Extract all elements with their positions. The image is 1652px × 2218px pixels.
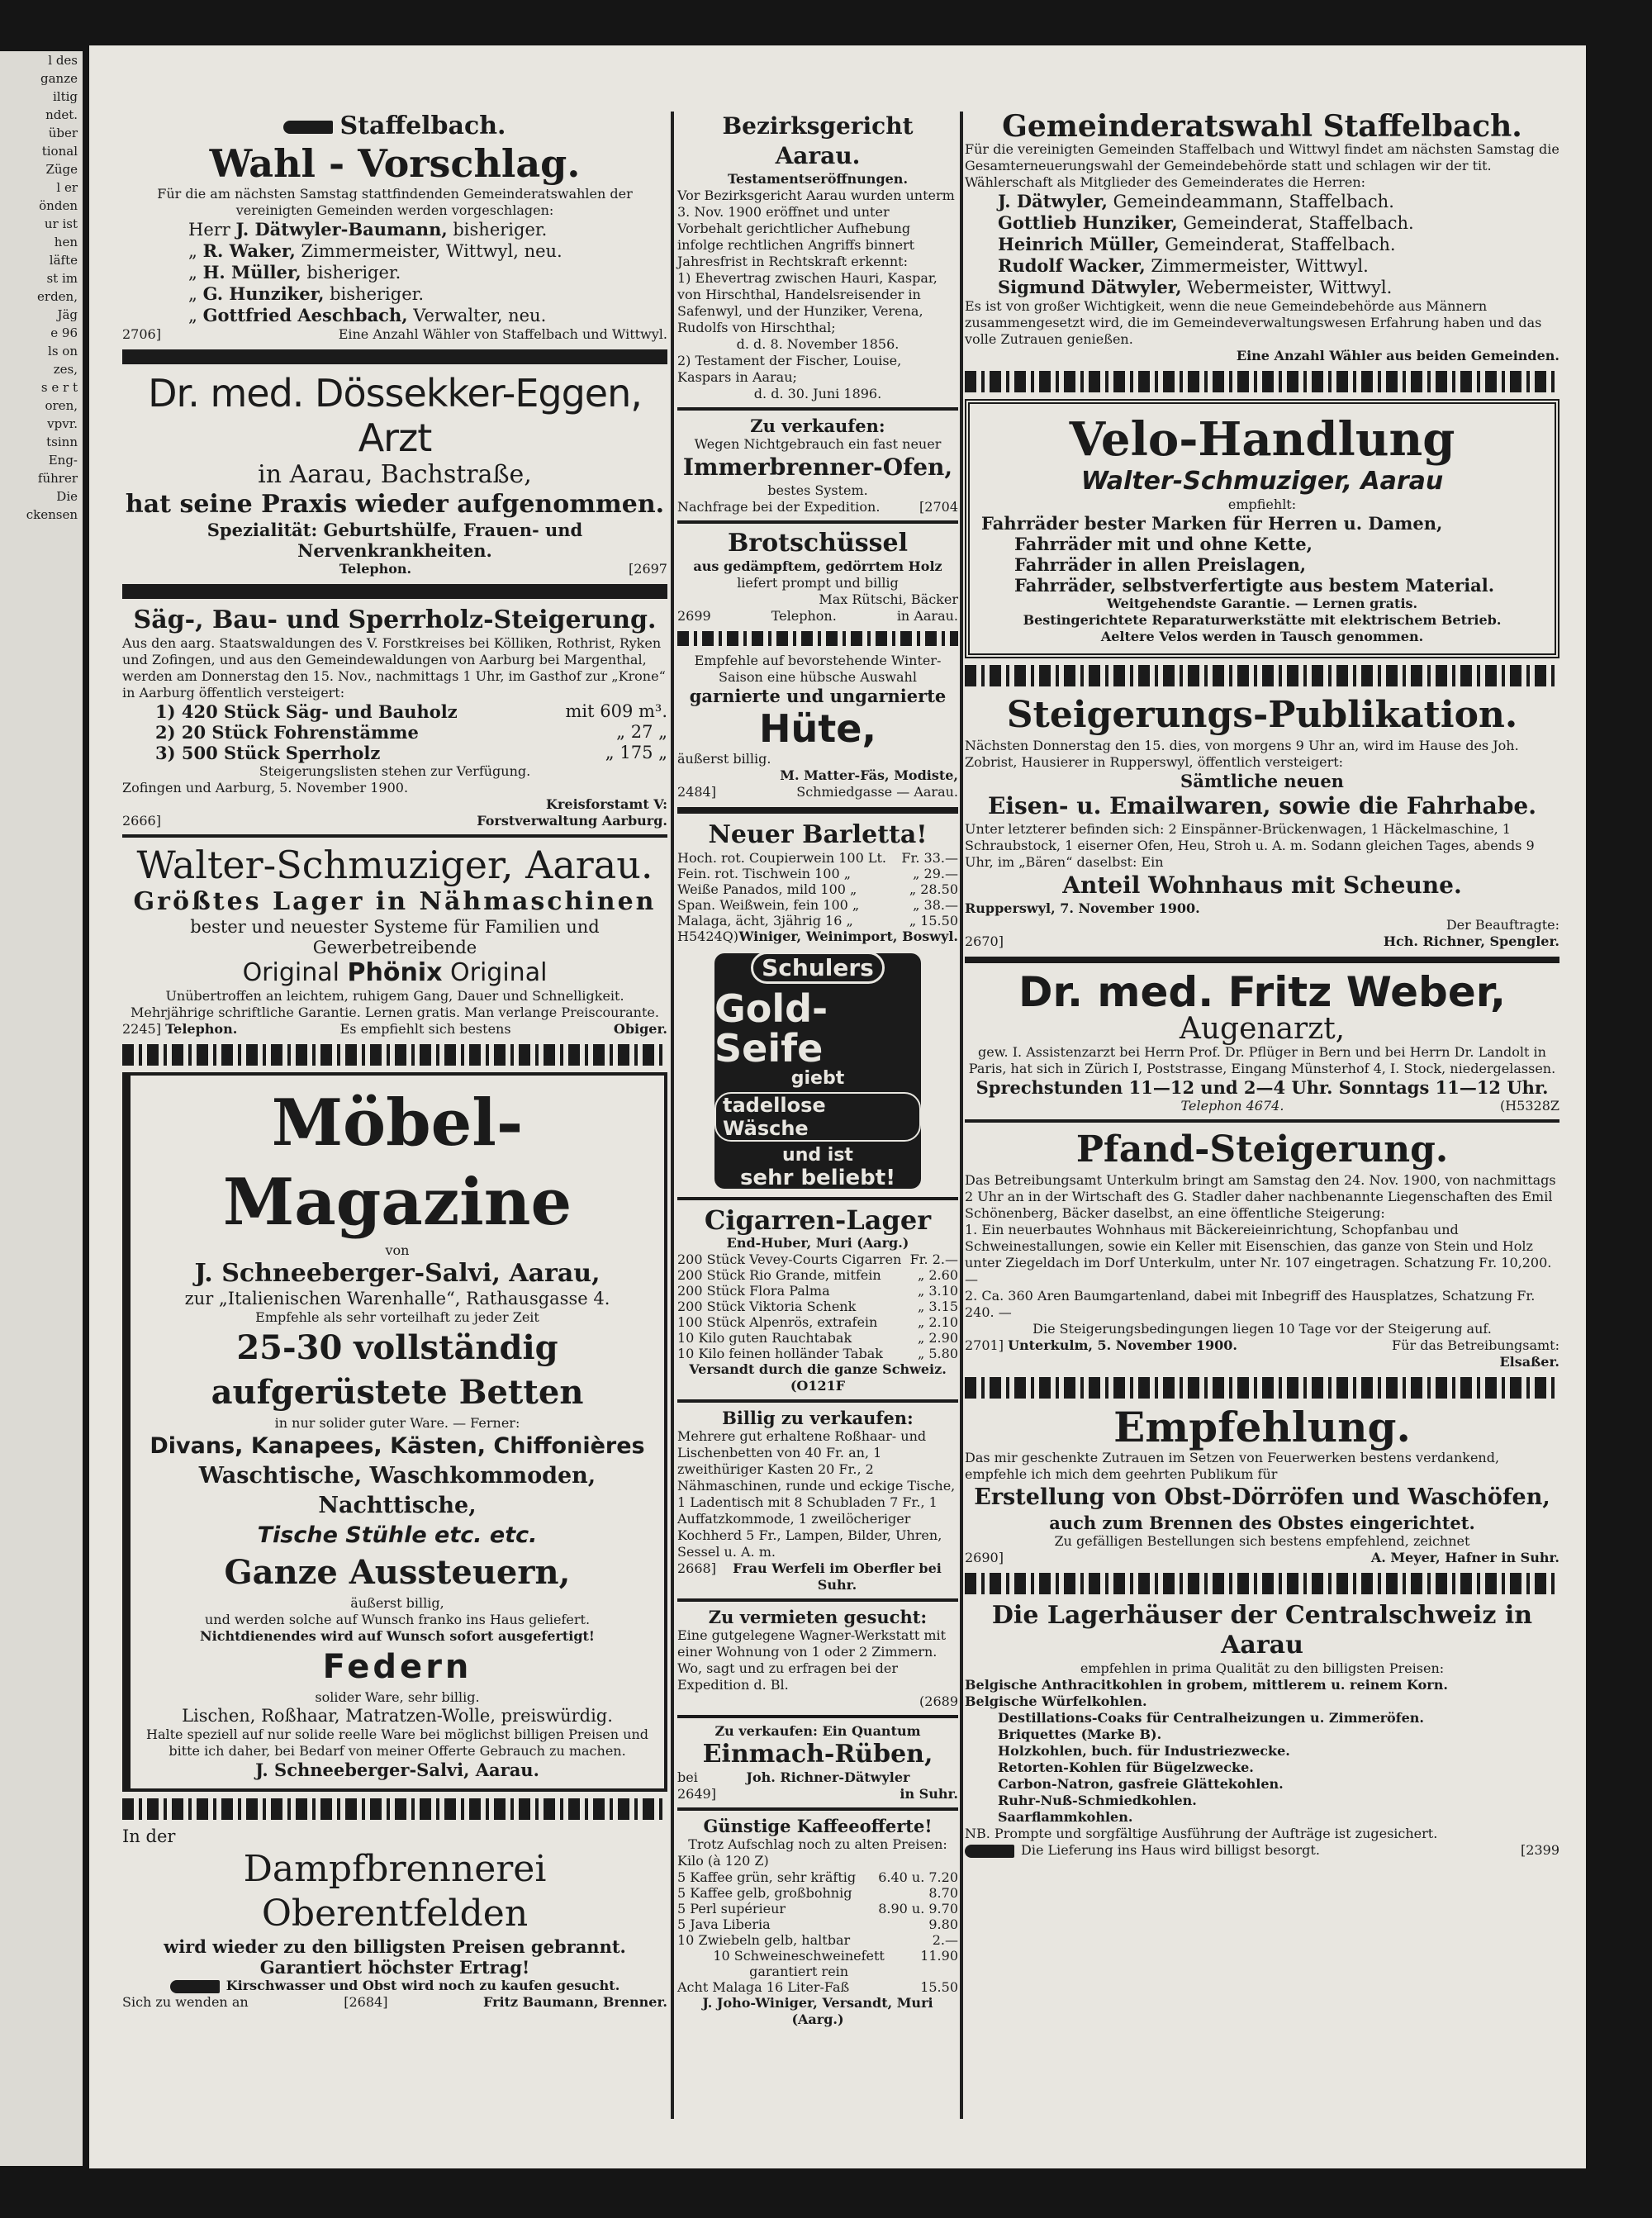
ad-text: 1) Ehevertrag zwischen Hauri, Kaspar, von Hirschthal, Handelsreisender in Safenwyl, und der Hunziker, Verena, Rudolfs von Hirschthal; xyxy=(677,270,938,335)
adjacent-page-strip xyxy=(0,51,83,2166)
strip-text-fragment: ndet. xyxy=(45,107,78,122)
ad-footer: Versandt durch die ganze Schweiz. (O121F xyxy=(689,1361,947,1394)
price-line: Malaga, ächt, 3jährig 16 „ „ 15.50 xyxy=(677,913,958,929)
strip-text-fragment: tional xyxy=(41,144,78,159)
ad-line: hat seine Praxis wieder aufgenommen. xyxy=(125,490,665,519)
pointing-hand-icon xyxy=(283,121,333,134)
ad-intro: Für die am nächsten Samstag stattfindenden Gemeinderatswahlen der vereinigten Gemeinden werden vorgeschlagen: xyxy=(157,186,633,218)
ad-line: von xyxy=(385,1242,410,1258)
ad-text: 2. Ca. 360 Aren Baumgartenland, dabei mit Inbegriff des Hausplatzes, Schatzung Fr. 240. — xyxy=(965,1288,1536,1320)
ad-text: Mehrere gut erhaltene Roßhaar- und Lischenbetten von 40 Fr. an, 1 zweithüriger Kasten 20 Fr., 2 Nähmaschinen, runde und eckige Tische, 1 Ladentisch mit 8 Schubladen 7 Fr., 1 Auffatzkommode, 1 zweilöcheriger Kochherd 5 Fr., Lampen, Bilder, Uhren, Sessel u. A. m. xyxy=(677,1428,956,1560)
ad-text: Eine gutgelegene Wagner-Werkstatt mit einer Wohnung von 1 oder 2 Zimmern. Wo, sagt und zu erfragen bei der Expedition d. Bl. xyxy=(677,1627,947,1693)
ad-line: Größtes Lager in Nähmaschinen xyxy=(133,887,657,916)
ad-line: Destillations-Coaks für Centralheizungen u. Zimmeröfen. xyxy=(998,1710,1424,1726)
ad-empfehlung: Empfehlung. Das mir geschenkte Zutrauen im Setzen von Feuerwerken bestens verdankend, empfehle ich mich dem geehrten Publikum für Erstellung von Obst-Dörröfen und Waschöfen, auch zum Brennen des Obstes eingerichtet. Zu gefälligen Bestellungen sich bestens empfehlend, zeichnet 2690] A. Meyer, Hafner in Suhr. xyxy=(965,1403,1559,1565)
strip-text-fragment: oren, xyxy=(45,398,78,413)
ad-signature: Elsaßer. xyxy=(1499,1354,1559,1370)
ad-title: Steigerungs-Publikation. xyxy=(1006,694,1518,736)
ad-line: Empfehle auf bevorstehende Winter-Saison eine hübsche Auswahl xyxy=(694,653,942,685)
candidate-line: Gottlieb Hunziker, Gemeinderat, Staffelbach. xyxy=(998,212,1414,233)
rule xyxy=(677,1807,958,1811)
ad-title: Säg-, Bau- und Sperrholz-Steigerung. xyxy=(133,606,657,634)
ornament-border xyxy=(965,665,1559,686)
ad-title: Gemeinderatswahl Staffelbach. xyxy=(1002,109,1522,144)
price-line: 200 Stück Flora Palma „ 3.10 xyxy=(677,1283,958,1299)
ad-kaffee xyxy=(677,1816,958,2028)
rule xyxy=(677,1598,958,1602)
rule xyxy=(122,584,667,599)
ad-line: Belgische Anthracitkohlen in grobem, mittlerem u. reinem Korn. xyxy=(965,1677,1448,1693)
ad-highlight: Erstellung von Obst-Dörröfen und Waschöfen, xyxy=(974,1484,1550,1510)
ad-brennerei: In der Dampfbrennerei Oberentfelden wird wieder zu den billigsten Preisen gebrannt. Garantiert höchster Ertrag! Kirschwasser und Obst wird noch zu kaufen gesucht. Sich zu wenden an [2684] Fritz Baumann, Brenner. xyxy=(122,1826,667,2010)
ad-line: liefert prompt und billig xyxy=(737,575,899,591)
ad-date: d. d. 8. November 1856. xyxy=(736,336,900,352)
ad-text: Nächsten Donnerstag den 15. dies, von morgens 9 Uhr an, wird im Hause des Joh. Zobrist, Hausierer in Rupperswyl, öffentlich versteigert: xyxy=(965,738,1519,770)
logo-text: tadellose Wäsche xyxy=(714,1092,921,1142)
candidate-line: „ H. Müller, bisheriger. xyxy=(188,262,401,283)
ad-title: Günstige Kaffeeofferte! xyxy=(703,1816,933,1836)
ad-signature: M. Matter-Fäs, Modiste, xyxy=(780,767,958,783)
ad-ofen: Zu verkaufen: Wegen Nichtgebrauch ein fast neuer Immerbrenner-Ofen, bestes System. Nachfrage bei der Expedition. [2704 xyxy=(677,416,958,515)
ad-title: Billig zu verkaufen: xyxy=(722,1408,914,1428)
strip-text-fragment: hen xyxy=(54,235,78,249)
ad-number: 2666] xyxy=(122,813,161,829)
ad-text: Unter letzterer befinden sich: 2 Einspänner-Brückenwagen, 1 Häckelmaschine, 1 Schraubstock, 1 eiserner Ofen, Heu, Stroh u. A. m. Sodann gleichen Tages, abends 9 Uhr, im „Bären“ daselbst: Ein xyxy=(965,821,1535,870)
ad-title: Neuer Barletta! xyxy=(708,820,928,849)
telephon-label: Telephon. xyxy=(339,561,412,577)
ad-line: Nichtdienendes wird auf Wunsch sofort ausgefertigt! xyxy=(200,1628,595,1644)
ad-text: 1. Ein neuerbautes Wohnhaus mit Bäckereieinrichtung, Schopfanbau und Schweinestallungen, sowie ein Keller mit Eisenschien, das ganze von Stein und Holz unter Ziegeldach im Dorf Unterkulm, unter Nr. 107 eingetragen. Schatzung Fr. 10,200. — xyxy=(965,1222,1552,1287)
ad-highlight: Einmach-Rüben, xyxy=(702,1740,933,1769)
ad-line: In der xyxy=(122,1826,176,1846)
strip-text-fragment: ganze xyxy=(40,71,78,86)
ad-line: auch zum Brennen des Obstes eingerichtet. xyxy=(1049,1513,1475,1533)
ad-line: Divans, Kanapees, Kästen, Chiffonières xyxy=(150,1433,645,1459)
candidate-line: J. Dätwyler, Gemeindeammann, Staffelbach. xyxy=(998,191,1394,211)
ad-number: 2706] xyxy=(122,326,161,342)
ad-signature: J. Joho-Winiger, Versandt, Muri (Aarg.) xyxy=(702,1995,933,2027)
ad-line: Tische Stühle etc. etc. xyxy=(257,1522,538,1548)
ornament-border xyxy=(965,371,1559,392)
ad-name: J. Schneeberger-Salvi, Aarau, xyxy=(194,1259,601,1288)
ad-line: Saarflammkohlen. xyxy=(998,1809,1133,1825)
ad-bezirksgericht xyxy=(677,112,958,402)
strip-text-fragment: s e r t xyxy=(40,380,78,395)
column-divider xyxy=(671,112,674,2119)
ad-title: Dr. med. Fritz Weber, xyxy=(1018,968,1507,1016)
ad-text: Für die vereinigten Gemeinden Staffelbach und Wittwyl findet am nächsten Samstag die Gesamterneuerungswahl der Gemeindebehörde statt und schlagen wir der tit. Wählerschaft als Mitglieder des Gemeinderates die Herren: xyxy=(965,141,1559,190)
ad-line: Unübertroffen an leichtem, ruhigem Gang, Dauer und Schnelligkeit. xyxy=(165,988,624,1004)
ad-title: Die Lagerhäuser der Centralschweiz in Aarau xyxy=(991,1601,1533,1660)
ornament-border xyxy=(122,1044,667,1066)
ad-huete: Empfehle auf bevorstehende Winter-Saison eine hübsche Auswahl garnierte und ungarnierte Hüte, äußerst billig. M. Matter-Fäs, Modiste, 2484] Schmiedgasse — Aarau. xyxy=(677,653,958,800)
ad-line: Briquettes (Marke B). xyxy=(998,1726,1162,1742)
ad-text: Das Betreibungsamt Unterkulm bringt am Samstag den 24. Nov. 1900, von nachmittags 2 Uhr an in der Wirtschaft des G. Stadler daher nachbenannte Liegenschaften des Emil Schönenberg, Bäcker daselbst, an eine öffentliche Steigerung: xyxy=(965,1172,1556,1221)
strip-text-fragment: ur ist xyxy=(44,216,78,231)
strip-text-fragment: führer xyxy=(37,471,78,486)
strip-text-fragment: über xyxy=(48,126,78,140)
ad-signature: J. Schneeberger-Salvi, Aarau. xyxy=(255,1760,539,1780)
price-line: Span. Weißwein, fein 100 „ „ 38.— xyxy=(677,897,958,913)
ad-subtitle: Testamentseröffnungen. xyxy=(727,171,909,187)
strip-text-fragment: Züge xyxy=(45,162,78,177)
ad-title: Zu verkaufen: xyxy=(750,416,885,436)
ad-line: Steigerungslisten stehen zur Verfügung. xyxy=(259,763,531,779)
ad-title: Pfand-Steigerung. xyxy=(1075,1128,1449,1171)
column-3 xyxy=(965,109,1559,1859)
ad-line: wird wieder zu den billigsten Preisen gebrannt. xyxy=(164,1936,626,1957)
price-line: Hoch. rot. Coupierwein 100 Lt. Fr. 33.— xyxy=(677,850,958,866)
ad-line: Mehrjährige schriftliche Garantie. Lernen gratis. Man verlange Preiscourante. xyxy=(131,1005,659,1020)
ad-line: äußerst billig, xyxy=(350,1595,444,1611)
lot-line: 3) 500 Stück Sperrholz „ 175 „ xyxy=(155,743,667,763)
column-divider xyxy=(960,112,963,2119)
price-line: Acht Malaga 16 Liter-Faß 15.50 xyxy=(677,1979,958,1995)
ad-line: aus gedämpftem, gedörrtem Holz xyxy=(693,558,942,574)
ad-number: [2697 xyxy=(629,561,667,577)
ad-line: Sämtliche neuen xyxy=(1180,771,1344,791)
ad-line: Wegen Nichtgebrauch ein fast neuer xyxy=(694,436,942,452)
ad-line: empfiehlt: xyxy=(1227,496,1297,512)
ad-line: Die Steigerungsbedingungen liegen 10 Tage vor der Steigerung auf. xyxy=(1032,1321,1492,1337)
ad-title: Zu vermieten gesucht: xyxy=(708,1607,928,1627)
rule xyxy=(677,407,958,411)
ad-title: Möbel-Magazine xyxy=(222,1085,572,1240)
ad-highlight: Immerbrenner-Ofen, xyxy=(682,454,953,481)
ad-billig: Billig zu verkaufen: Mehrere gut erhaltene Roßhaar- und Lischenbetten von 40 Fr. an, 1 zweithüriger Kasten 20 Fr., 2 Nähmaschinen, runde und eckige Tische, 1 Ladentisch mit 8 Schubladen 7 Fr., 1 Auffatzkommode, 1 zweilöcheriger Kochherd 5 Fr., Lampen, Bilder, Uhren, Sessel u. A. m. 2668] Frau Werfeli im Oberfler bei Suhr. xyxy=(677,1408,958,1593)
ad-augenarzt: Dr. med. Fritz Weber, Augenarzt, gew. I. Assistenzarzt bei Herrn Prof. Dr. Pflüger in Bern und bei Herrn Dr. Landolt in Paris, hat sich in Zürich I, Poststrasse, Eingang Münsterhof 4, I. Stock, niedergelassen. Sprechstunden 11—12 und 2—4 Uhr. Sonntags 11—12 Uhr. Telephon 4674. (H5328Z xyxy=(965,970,1559,1114)
pointing-hand-icon xyxy=(170,1980,220,1993)
lot-line: 2) 20 Stück Fohrenstämme „ 27 „ xyxy=(155,722,667,743)
rule xyxy=(122,349,667,364)
ornament-border xyxy=(965,1573,1559,1594)
price-line: 5 Kaffee gelb, großbohnig 8.70 xyxy=(677,1885,958,1901)
ad-line: Waschtische, Waschkommoden, Nachttische, xyxy=(198,1463,596,1518)
logo-text: giebt xyxy=(790,1068,845,1089)
gold-seife-logo xyxy=(714,953,921,1189)
candidate-line: Rudolf Wacker, Zimmermeister, Wittwyl. xyxy=(998,255,1369,276)
ad-velo xyxy=(965,399,1559,658)
ad-line: Zu gefälligen Bestellungen sich bestens empfehlend, zeichnet xyxy=(1054,1533,1470,1549)
price-line: Fein. rot. Tischwein 100 „ „ 29.— xyxy=(677,866,958,881)
ad-date: Rupperswyl, 7. November 1900. xyxy=(965,900,1200,916)
rule xyxy=(122,834,667,838)
ad-line: bester und neuester Systeme für Familien und Gewerbetreibende xyxy=(190,917,600,957)
ad-date: d. d. 30. Juni 1896. xyxy=(753,386,882,401)
rule xyxy=(965,957,1559,963)
ad-subtitle: empfehlen in prima Qualität zu den billigsten Preisen: xyxy=(1080,1660,1445,1676)
strip-text-fragment: st im xyxy=(46,271,78,286)
price-line: 200 Stück Rio Grande, mitfein „ 2.60 xyxy=(677,1267,958,1283)
price-line: 10 Zwiebeln gelb, haltbar 2.— xyxy=(677,1932,958,1948)
ad-line: Bestingerichtete Reparaturwerkstätte mit elektrischem Betrieb. xyxy=(1023,612,1502,628)
ad-line: Halte speziell auf nur solide reelle Ware bei möglichst billigen Preisen und bitte ich daher, bei Bedarf von meiner Offerte Gebrauch zu machen. xyxy=(145,1726,648,1759)
rule xyxy=(677,1197,958,1200)
price-line: 200 Stück Vevey-Courts Cigarren Fr. 2.— xyxy=(677,1251,958,1267)
ad-line: Empfehle als sehr vorteilhaft zu jeder Zeit xyxy=(255,1309,539,1325)
ad-line: Retorten-Kohlen für Bügelzwecke. xyxy=(998,1760,1254,1775)
logo-text: sehr beliebt! xyxy=(739,1166,896,1190)
ad-line: äußerst billig. xyxy=(677,751,771,767)
ad-barletta: Neuer Barletta! Hoch. rot. Coupierwein 100 Lt. Fr. 33.— Fein. rot. Tischwein 100 „ „ 29.— Weiße Panados, mild 100 „ „ 28.50 Span. Weißwein, fein 100 „ „ 38.— Malaga, ächt, 3jährig 16 „ „ 15.50 H5424Q) Winiger, Weinimport, Boswyl. xyxy=(677,820,958,944)
pointing-hand-icon xyxy=(965,1845,1014,1858)
strip-text-fragment: ckensen xyxy=(26,507,78,522)
ad-signature: Eine Anzahl Wähler aus beiden Gemeinden. xyxy=(1236,348,1559,363)
ad-highlight: Eisen- u. Emailwaren, sowie die Fahrhabe. xyxy=(988,792,1536,819)
ad-signature: Der Beauftragte: xyxy=(1446,917,1559,933)
strip-text-fragment: önden xyxy=(39,198,78,213)
ad-subtitle: End-Huber, Muri (Aarg.) xyxy=(726,1235,909,1251)
price-line: 10 Schweineschweinefett garantiert rein 11.90 xyxy=(713,1948,958,1979)
ad-line: Belgische Würfelkohlen. xyxy=(965,1693,1147,1709)
ad-line: Fahrräder in allen Preislagen, xyxy=(1014,554,1307,575)
ad-text: Es ist von großer Wichtigkeit, wenn die neue Gemeindebehörde aus Männern zusammengesetzt wird, die im Gemeindeverwaltungswesen Erfahrung haben und das volle Zutrauen genießen. xyxy=(965,298,1542,347)
ad-address: zur „Italienischen Warenhalle“, Rathausgasse 4. xyxy=(184,1289,610,1308)
ad-name: Walter-Schmuziger, Aarau xyxy=(1080,467,1444,496)
ad-holz-steigerung xyxy=(122,606,667,829)
ad-brotschuessel: Brotschüssel aus gedämpftem, gedörrtem Holz liefert prompt und billig Max Rütschi, Bäcker 2699 Telephon. in Aarau. xyxy=(677,529,958,624)
ad-signature: Max Rütschi, Bäcker xyxy=(819,591,958,607)
ad-line: Holzkohlen, buch. für Industriezwecke. xyxy=(998,1743,1290,1759)
ad-line: und werden solche auf Wunsch franko ins Haus geliefert. xyxy=(204,1612,591,1627)
logo-text: und ist xyxy=(782,1145,853,1166)
lot-line: 1) 420 Stück Säg- und Bauholz mit 609 m³. xyxy=(155,701,667,722)
price-header: Kilo (à 120 Z) xyxy=(677,1853,769,1869)
ad-number: (2689 xyxy=(919,1693,958,1709)
ad-rueben: Zu verkaufen: Ein Quantum Einmach-Rüben, bei Joh. Richner-Dätwyler 2649] in Suhr. xyxy=(677,1723,958,1802)
ad-line: Sprechstunden 11—12 und 2—4 Uhr. Sonntags 11—12 Uhr. xyxy=(976,1077,1549,1098)
ad-title: Walter-Schmuziger, Aarau. xyxy=(136,843,653,887)
price-line: 5 Java Liberia 9.80 xyxy=(677,1916,958,1932)
ad-signature: Forstverwaltung Aarburg. xyxy=(477,813,667,829)
logo-text: Gold-Seife xyxy=(714,986,828,1071)
ad-cigarren xyxy=(677,1205,958,1394)
price-line: 5 Kaffee grün, sehr kräftig 6.40 u. 7.20 xyxy=(677,1869,958,1885)
ad-subtitle: Augenarzt, xyxy=(1179,1012,1346,1046)
ad-moebel xyxy=(122,1072,667,1792)
ad-title: Empfehlung. xyxy=(1113,1403,1411,1451)
newspaper-page xyxy=(89,45,1586,2168)
ad-gemeinderatswahl xyxy=(965,109,1559,364)
rule xyxy=(677,1399,958,1403)
ad-line: bestes System. xyxy=(767,482,868,498)
strip-text-fragment: e 96 xyxy=(50,325,78,340)
rule xyxy=(677,520,958,524)
ad-highlight: 25-30 vollständig aufgerüstete Betten xyxy=(211,1328,584,1412)
strip-text-fragment: l er xyxy=(56,180,78,195)
ad-line: garnierte und ungarnierte xyxy=(689,686,947,706)
ad-text: gew. I. Assistenzarzt bei Herrn Prof. Dr. Pflüger in Bern und bei Herrn Dr. Landolt in Paris, hat sich in Zürich I, Poststrasse, Eingang Münsterhof 4, I. Stock, niedergelassen. xyxy=(968,1044,1556,1076)
strip-text-fragment: erden, xyxy=(37,289,78,304)
ad-title: Dampfbrennerei Oberentfelden xyxy=(243,1848,547,1935)
strip-text-fragment: tsinn xyxy=(46,435,78,449)
brand-name: Phönix xyxy=(347,958,443,987)
ad-line: Carbon-Natron, gasfreie Glättekohlen. xyxy=(998,1776,1284,1792)
ad-title: Dr. med. Dössekker-Eggen, Arzt xyxy=(148,371,642,460)
ad-text: Aus den aarg. Staatswaldungen des V. Forstkreises bei Kölliken, Rothrist, Ryken und Zofingen, und aus den Gemeindewaldungen von Aarburg bei Margenthal, werden am Donnerstag den 15. Nov., nachmittags 1 Uhr, im Gasthof zur „Krone“ in Aarburg öffentlich versteigert: xyxy=(122,635,666,701)
candidate-line: „ Gottfried Aeschbach, Verwalter, neu. xyxy=(188,305,547,325)
ad-line: NB. Prompte und sorgfältige Ausführung der Aufträge ist zugesichert. xyxy=(965,1826,1438,1841)
ad-title: Brotschüssel xyxy=(727,529,909,558)
ornament-border xyxy=(122,1798,667,1820)
ad-highlight: Ganze Aussteuern, xyxy=(224,1553,571,1592)
candidate-line: Heinrich Müller, Gemeinderat, Staffelbach. xyxy=(998,234,1396,254)
ad-title: Zu verkaufen: Ein Quantum xyxy=(714,1723,921,1739)
column-2 xyxy=(677,112,958,2028)
ad-naehmaschinen: Walter-Schmuziger, Aarau. Größtes Lager in Nähmaschinen bester und neuester Systeme für Familien und Gewerbetreibende Original Phönix Original Unübertroffen an leichtem, ruhigem Gang, Dauer und Schnelligkeit. Mehrjährige schriftliche Garantie. Lernen gratis. Man verlange Preiscourante. 2245] Telephon. Es empfiehlt sich bestens Obiger. xyxy=(122,843,667,1037)
ad-line: Fahrräder bester Marken für Herren u. Damen, xyxy=(981,513,1443,534)
price-line: 100 Stück Alpenrös, extrafein „ 2.10 xyxy=(677,1314,958,1330)
ad-wahl-vorschlag xyxy=(122,112,667,343)
ad-highlight: Federn xyxy=(322,1648,472,1686)
ad-line: Ruhr-Nuß-Schmiedkohlen. xyxy=(998,1793,1197,1808)
rule xyxy=(677,1715,958,1718)
ad-text: 2) Testament der Fischer, Louise, Kaspars in Aarau; xyxy=(677,353,902,385)
rule xyxy=(677,807,958,814)
ad-steigerung: Steigerungs-Publikation. Nächsten Donnerstag den 15. dies, von morgens 9 Uhr an, wird im Hause des Joh. Zobrist, Hausierer in Rupperswyl, öffentlich versteigert: Sämtliche neuen Eisen- u. Emailwaren, sowie die Fahrhabe. Unter letzterer befinden sich: 2 Einspänner-Brückenwagen, 1 Häckelmaschine, 1 Schraubstock, 1 eiserner Ofen, Heu, Stroh u. A. m. Sodann gleichen Tages, abends 9 Uhr, im „Bären“ daselbst: Ein Anteil Wohnhaus mit Scheune. Rupperswyl, 7. November 1900. Der Beauftragte: 2670] Hch. Richner, Spengler. xyxy=(965,694,1559,949)
ad-pfand: Pfand-Steigerung. Das Betreibungsamt Unterkulm bringt am Samstag den 24. Nov. 1900, von nachmittags 2 Uhr an in der Wirtschaft des G. Stadler daher nachbenannte Liegenschaften des Emil Schönenberg, Bäcker daselbst, an eine öffentliche Steigerung: 1. Ein neuerbautes Wohnhaus mit Bäckereieinrichtung, Schopfanbau und Schweinestallungen, sowie ein Keller mit Eisenschien, das ganze von Stein und Holz unter Ziegeldach im Dorf Unterkulm, unter Nr. 107 eingetragen. Schatzung Fr. 10,200. — 2. Ca. 360 Aren Baumgartenland, dabei mit Inbegriff des Hausplatzes, Schatzung Fr. 240. — Die Steigerungsbedingungen liegen 10 Tage vor der Steigerung auf. 2701] Unterkulm, 5. November 1900. Für das Betreibungsamt: Elsaßer. xyxy=(965,1128,1559,1370)
price-line: 5 Perl supérieur 8.90 u. 9.70 xyxy=(677,1901,958,1916)
ad-line: Spezialität: Geburtshülfe, Frauen- und Nervenkrankheiten. xyxy=(206,520,583,561)
ad-date: Zofingen und Aarburg, 5. November 1900. xyxy=(122,780,409,796)
price-line: Weiße Panados, mild 100 „ „ 28.50 xyxy=(677,881,958,897)
price-line: 10 Kilo guten Rauchtabak „ 2.90 xyxy=(677,1330,958,1346)
candidate-line: „ G. Hunziker, bisheriger. xyxy=(188,283,425,304)
ornament-border xyxy=(965,1377,1559,1399)
strip-text-fragment: läfte xyxy=(49,253,78,268)
column-1 xyxy=(122,112,667,2011)
ad-line: Lischen, Roßhaar, Matratzen-Wolle, preiswürdig. xyxy=(182,1706,613,1726)
ad-place: Staffelbach. xyxy=(339,112,506,140)
strip-text-fragment: iltig xyxy=(52,89,78,104)
rule xyxy=(965,1119,1559,1123)
ad-highlight: Hüte, xyxy=(759,706,876,751)
ad-line: Aeltere Velos werden in Tausch genommen. xyxy=(1100,629,1424,644)
ad-line: Trotz Aufschlag noch zu alten Preisen: xyxy=(688,1836,947,1852)
ad-vermieten xyxy=(677,1607,958,1710)
ad-line: Fahrräder, selbstverfertigte aus bestem Material. xyxy=(1014,575,1495,596)
candidate-line: „ R. Waker, Zimmermeister, Wittwyl, neu. xyxy=(188,240,563,261)
strip-text-fragment: vpvr. xyxy=(47,416,78,431)
ad-line: Fahrräder mit und ohne Kette, xyxy=(1014,534,1313,554)
candidate-line: Herr J. Dätwyler-Baumann, bisheriger. xyxy=(188,219,548,240)
strip-text-fragment: Die xyxy=(56,489,78,504)
ad-line: Weitgehendste Garantie. — Lernen gratis. xyxy=(1106,596,1418,611)
ad-signature: Eine Anzahl Wähler von Staffelbach und Wittwyl. xyxy=(338,326,667,342)
ad-arzt xyxy=(122,371,667,577)
strip-text-fragment: Eng- xyxy=(48,453,78,468)
ad-highlight: Anteil Wohnhaus mit Scheune. xyxy=(1062,872,1462,899)
ad-text: Das mir geschenkte Zutrauen im Setzen von Feuerwerken bestens verdankend, empfehle ich mich dem geehrten Publikum für xyxy=(965,1450,1500,1482)
ad-line: in Aarau, Bachstraße, xyxy=(258,460,532,489)
ad-title: Velo-Handlung xyxy=(1069,412,1455,467)
price-line: 10 Kilo feinen holländer Tabak „ 5.80 xyxy=(677,1346,958,1361)
ad-title: Cigarren-Lager xyxy=(704,1204,932,1236)
ad-lagerhaeuser: Die Lagerhäuser der Centralschweiz in Aarau empfehlen in prima Qualität zu den billigsten Preisen: Belgische Anthracitkohlen in grobem, mittlerem u. reinem Korn. Belgische Würfelkohlen. Destillations-Coaks für Centralheizungen u. Zimmeröfen. Briquettes (Marke B). Holzkohlen, buch. für Industriezwecke. Retorten-Kohlen für Bügelzwecke. Carbon-Natron, gasfreie Glättekohlen. Ruhr-Nuß-Schmiedkohlen. Saarflammkohlen. NB. Prompte und sorgfältige Ausführung der Aufträge ist zugesichert. Die Lieferung ins Haus wird billigst besorgt. [2399 xyxy=(965,1601,1559,1858)
strip-text-fragment: Jäg xyxy=(57,307,78,322)
logo-text: Schulers xyxy=(751,952,885,984)
strip-text-fragment: l des xyxy=(48,53,78,68)
ad-line: in nur solider guter Ware. — Ferner: xyxy=(274,1415,520,1431)
ad-line: solider Ware, sehr billig. xyxy=(315,1689,480,1705)
strip-text-fragment: zes, xyxy=(53,362,78,377)
ad-text: Vor Bezirksgericht Aarau wurden unterm 3. Nov. 1900 eröffnet und unter Vorbehalt gerichtlicher Aufhebung infolge rechtlichen Angriffs binnert Jahresfrist in Rechtskraft erkennt: xyxy=(677,188,955,269)
price-line: 200 Stück Viktoria Schenk „ 3.15 xyxy=(677,1299,958,1314)
candidate-line: Sigmund Dätwyler, Webermeister, Wittwyl. xyxy=(998,277,1393,297)
ad-line: Garantiert höchster Ertrag! xyxy=(259,1957,530,1978)
ad-signature: Kreisforstamt V: xyxy=(546,796,667,812)
ornament-border xyxy=(677,631,958,646)
strip-text-fragment: ls on xyxy=(48,344,78,359)
ad-title: Bezirksgericht Aarau. xyxy=(722,112,914,169)
ad-title: Wahl - Vorschlag. xyxy=(209,141,581,186)
